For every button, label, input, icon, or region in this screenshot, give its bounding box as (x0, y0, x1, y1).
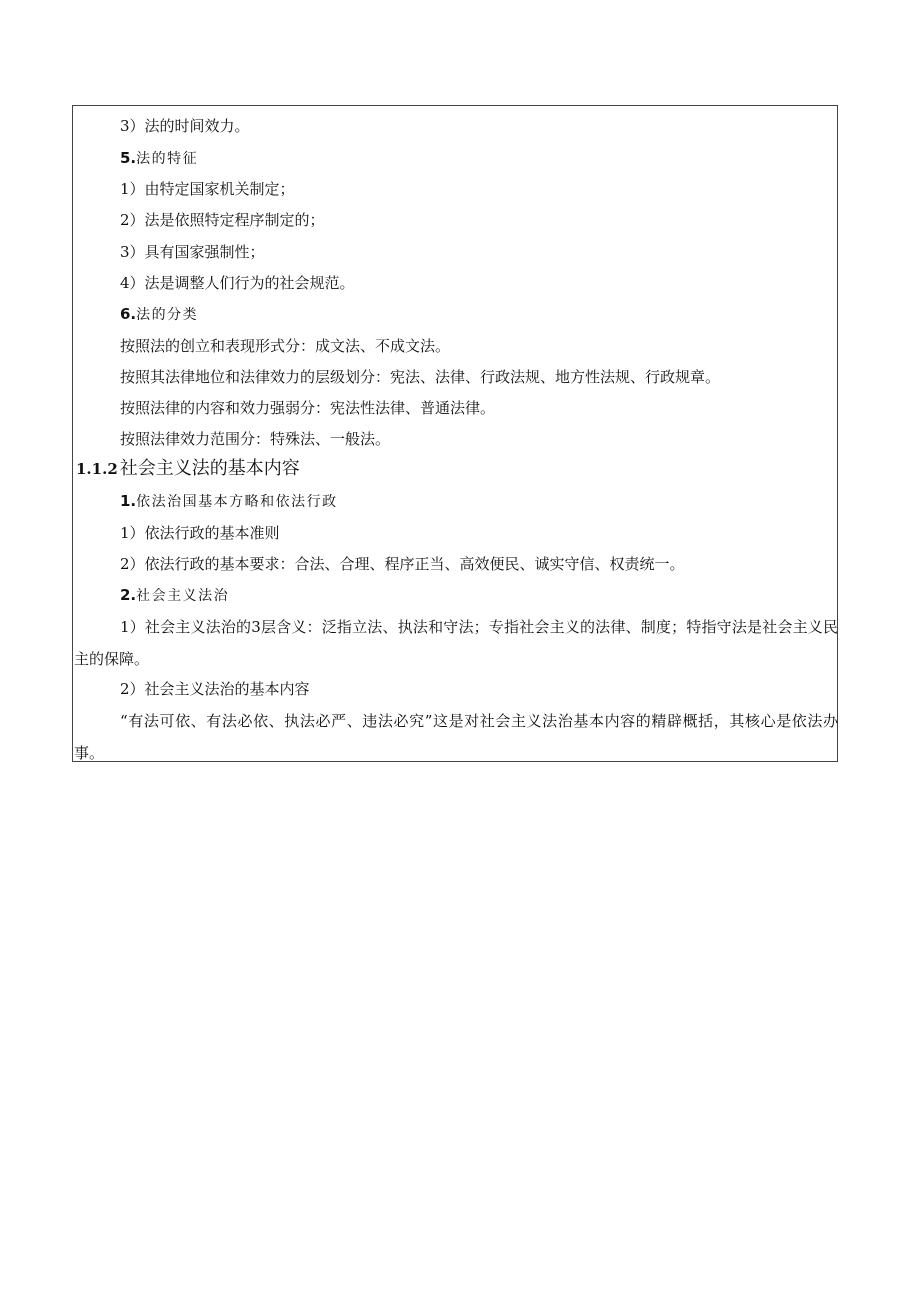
list-item: 4）法是调整人们行为的社会规范。 (120, 274, 355, 292)
heading-number: 1. (120, 492, 137, 510)
heading-title: 法的特征 (136, 151, 199, 167)
list-item: 2）依法行政的基本要求：合法、合理、程序正当、高效便民、诚实守信、权责统一。 (120, 555, 685, 573)
list-item: 3）具有国家强制性； (120, 243, 265, 261)
heading-number: 6. (120, 305, 137, 323)
content-table-cell (72, 105, 838, 762)
section-title: 社会主义法的基本内容 (119, 458, 300, 479)
heading-number: 5. (120, 149, 137, 167)
list-item: 按照法律的内容和效力强弱分：宪法性法律、普通法律。 (120, 399, 496, 417)
heading-law-classification (120, 305, 198, 324)
list-item: 2）法是依照特定程序制定的； (120, 211, 325, 229)
list-item: 1）依法行政的基本准则 (120, 524, 280, 542)
paragraph-three-meanings: 1）社会主义法治的3层含义：泛指立法、执法和守法；专指社会主义的法律、制度；特指守法是社会主义民主的保障。 (74, 618, 838, 668)
heading-title: 依法治国基本方略和依法行政 (136, 494, 338, 510)
section-number: 1.1.2 (76, 460, 118, 478)
heading-law-features (120, 149, 198, 168)
list-item: 按照法的创立和表现形式分：成文法、不成文法。 (120, 337, 451, 355)
section-heading (76, 458, 300, 480)
paragraph-basic-content: “有法可依、有法必依、执法必严、违法必究”这是对社会主义法治基本内容的精辟概括，其核心是依法办事。 (74, 712, 838, 762)
text-line: 3）法的时间效力。 (120, 117, 250, 135)
list-item: 2）社会主义法治的基本内容 (120, 680, 310, 698)
heading-rule-by-law (120, 492, 338, 511)
heading-title: 法的分类 (136, 307, 199, 323)
heading-title: 社会主义法治 (136, 588, 230, 604)
heading-socialist-rule-of-law (120, 586, 229, 605)
list-item: 1）由特定国家机关制定； (120, 180, 295, 198)
list-item: 按照法律效力范围分：特殊法、一般法。 (120, 430, 391, 448)
heading-number: 2. (120, 586, 137, 604)
list-item: 按照其法律地位和法律效力的层级划分：宪法、法律、行政法规、地方性法规、行政规章。 (120, 368, 721, 386)
